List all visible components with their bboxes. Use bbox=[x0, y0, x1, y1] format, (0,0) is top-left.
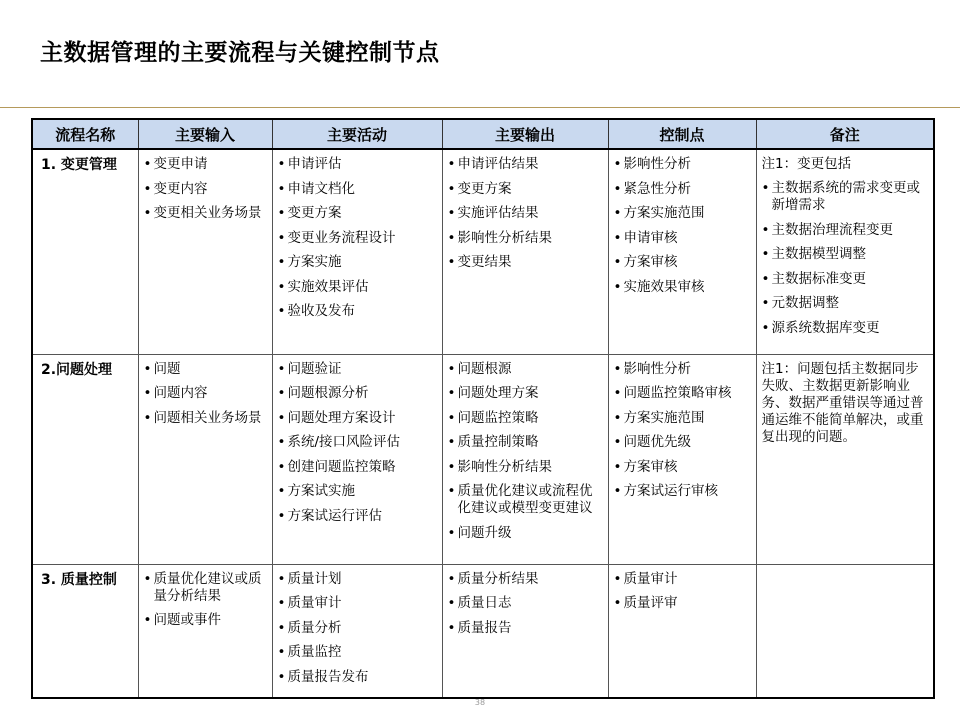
list-item: • 问题处理方案设计 bbox=[278, 410, 437, 427]
inputs-list bbox=[144, 571, 267, 630]
list-item: • 实施效果审核 bbox=[614, 279, 751, 296]
inputs-list bbox=[144, 361, 267, 427]
list-item: • 质量日志 bbox=[448, 595, 603, 612]
process-name-cell: 1. 变更管理 bbox=[32, 149, 138, 354]
activities-list bbox=[278, 361, 437, 525]
list-item: • 方案试运行评估 bbox=[278, 508, 437, 525]
list-item: • 质量分析结果 bbox=[448, 571, 603, 588]
list-item: • 问题 bbox=[144, 361, 267, 378]
list-item: • 质量报告 bbox=[448, 620, 603, 637]
list-item: • 问题优先级 bbox=[614, 434, 751, 451]
outputs-list bbox=[448, 571, 603, 637]
list-item: • 变更结果 bbox=[448, 254, 603, 271]
page-number: 38 bbox=[474, 698, 486, 707]
list-item: • 质量优化建议或质量分析结果 bbox=[144, 571, 267, 605]
list-item: • 方案审核 bbox=[614, 254, 751, 271]
list-item: • 主数据治理流程变更 bbox=[762, 222, 929, 239]
controls-list bbox=[614, 156, 751, 296]
list-item: • 问题升级 bbox=[448, 525, 603, 542]
list-item: • 申请评估 bbox=[278, 156, 437, 173]
list-item: • 问题监控策略 bbox=[448, 410, 603, 427]
list-item: • 质量控制策略 bbox=[448, 434, 603, 451]
remark-cell bbox=[756, 564, 934, 698]
activities-list bbox=[278, 571, 437, 686]
list-item: • 质量报告发布 bbox=[278, 669, 437, 686]
inputs-list bbox=[144, 156, 267, 222]
list-item: • 方案实施 bbox=[278, 254, 437, 271]
header-control-point: 控制点 bbox=[608, 119, 756, 149]
list-item: • 问题内容 bbox=[144, 385, 267, 402]
controls-list bbox=[614, 361, 751, 501]
list-item: • 变更申请 bbox=[144, 156, 267, 173]
list-item: • 变更方案 bbox=[278, 205, 437, 222]
list-item: • 申请审核 bbox=[614, 230, 751, 247]
list-item: • 变更相关业务场景 bbox=[144, 205, 267, 222]
list-item: • 质量评审 bbox=[614, 595, 751, 612]
table-row bbox=[32, 564, 934, 698]
control-cell bbox=[608, 149, 756, 354]
list-item: • 源系统数据库变更 bbox=[762, 320, 929, 337]
list-item: • 创建问题监控策略 bbox=[278, 459, 437, 476]
header-main-input: 主要输入 bbox=[138, 119, 272, 149]
input-cell bbox=[138, 564, 272, 698]
list-item: • 主数据系统的需求变更或新增需求 bbox=[762, 180, 929, 214]
list-item: • 影响性分析结果 bbox=[448, 230, 603, 247]
list-item: • 问题监控策略审核 bbox=[614, 385, 751, 402]
header-process-name: 流程名称 bbox=[32, 119, 138, 149]
list-item: • 质量审计 bbox=[278, 595, 437, 612]
list-item: • 元数据调整 bbox=[762, 295, 929, 312]
control-cell bbox=[608, 564, 756, 698]
remark-text: 注1：问题包括主数据同步失败、主数据更新影响业务、数据严重错误等通过普通运维不能简单解决，或重复出现的问题。 bbox=[761, 360, 924, 445]
activities-list bbox=[278, 156, 437, 320]
page-title: 主数据管理的主要流程与关键控制节点 bbox=[40, 40, 440, 66]
list-item: • 变更业务流程设计 bbox=[278, 230, 437, 247]
list-item: • 问题或事件 bbox=[144, 612, 267, 629]
list-item: • 申请评估结果 bbox=[448, 156, 603, 173]
remark-lead: 注1：变更包括 bbox=[761, 156, 852, 172]
list-item: • 问题处理方案 bbox=[448, 385, 603, 402]
list-item: • 影响性分析 bbox=[614, 156, 751, 173]
output-cell bbox=[442, 354, 608, 564]
list-item: • 质量审计 bbox=[614, 571, 751, 588]
table-header-row bbox=[32, 119, 934, 149]
header-main-output: 主要输出 bbox=[442, 119, 608, 149]
list-item: • 方案实施范围 bbox=[614, 410, 751, 427]
activity-cell bbox=[272, 354, 442, 564]
outputs-list bbox=[448, 361, 603, 542]
remark-cell bbox=[756, 354, 934, 564]
list-item: • 主数据模型调整 bbox=[762, 246, 929, 263]
process-name-cell: 2.问题处理 bbox=[32, 354, 138, 564]
list-item: • 影响性分析 bbox=[614, 361, 751, 378]
list-item: • 问题根源 bbox=[448, 361, 603, 378]
controls-list bbox=[614, 571, 751, 613]
list-item: • 实施效果评估 bbox=[278, 279, 437, 296]
outputs-list bbox=[448, 156, 603, 271]
input-cell bbox=[138, 149, 272, 354]
process-name-cell: 3. 质量控制 bbox=[32, 564, 138, 698]
list-item: • 方案审核 bbox=[614, 459, 751, 476]
remark-list bbox=[762, 180, 929, 337]
table-row bbox=[32, 149, 934, 354]
list-item: • 方案试实施 bbox=[278, 483, 437, 500]
control-cell bbox=[608, 354, 756, 564]
header-main-activity: 主要活动 bbox=[272, 119, 442, 149]
list-item: • 验收及发布 bbox=[278, 303, 437, 320]
list-item: • 质量优化建议或流程优化建议或模型变更建议 bbox=[448, 483, 603, 517]
list-item: • 影响性分析结果 bbox=[448, 459, 603, 476]
list-item: • 问题验证 bbox=[278, 361, 437, 378]
table-row bbox=[32, 354, 934, 564]
list-item: • 系统/接口风险评估 bbox=[278, 434, 437, 451]
process-table bbox=[31, 118, 935, 699]
list-item: • 变更方案 bbox=[448, 181, 603, 198]
activity-cell bbox=[272, 149, 442, 354]
list-item: • 问题根源分析 bbox=[278, 385, 437, 402]
list-item: • 质量监控 bbox=[278, 644, 437, 661]
input-cell bbox=[138, 354, 272, 564]
list-item: • 紧急性分析 bbox=[614, 181, 751, 198]
list-item: • 主数据标准变更 bbox=[762, 271, 929, 288]
list-item: • 质量分析 bbox=[278, 620, 437, 637]
remark-cell bbox=[756, 149, 934, 354]
list-item: • 方案试运行审核 bbox=[614, 483, 751, 500]
output-cell bbox=[442, 564, 608, 698]
list-item: • 问题相关业务场景 bbox=[144, 410, 267, 427]
list-item: • 实施评估结果 bbox=[448, 205, 603, 222]
list-item: • 变更内容 bbox=[144, 181, 267, 198]
title-divider bbox=[0, 107, 960, 108]
list-item: • 质量计划 bbox=[278, 571, 437, 588]
list-item: • 申请文档化 bbox=[278, 181, 437, 198]
header-remark: 备注 bbox=[756, 119, 934, 149]
output-cell bbox=[442, 149, 608, 354]
list-item: • 方案实施范围 bbox=[614, 205, 751, 222]
activity-cell bbox=[272, 564, 442, 698]
